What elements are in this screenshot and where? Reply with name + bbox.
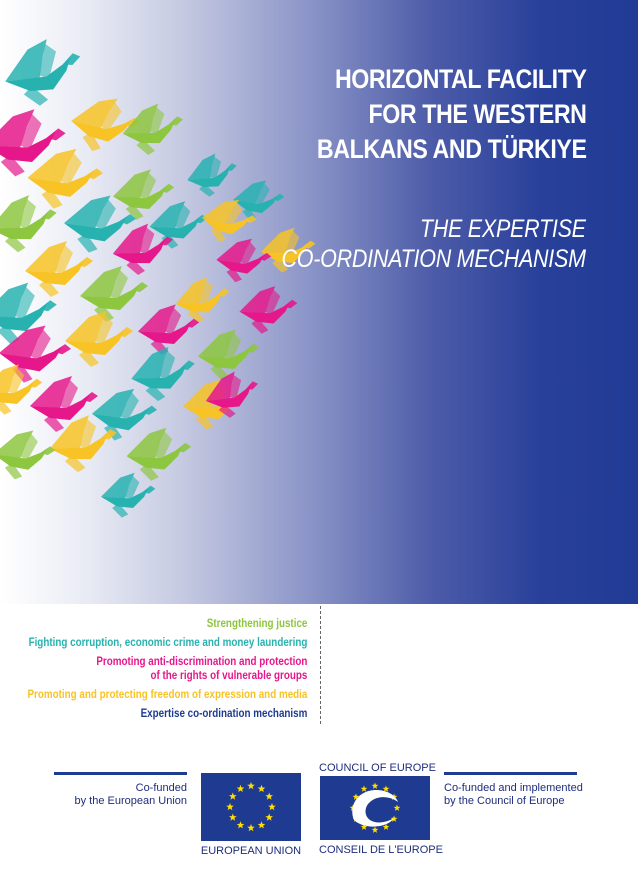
theme-anti-discrimination-line1: Promoting anti-discrimination and protection (95, 654, 307, 668)
origami-bird (120, 102, 185, 158)
origami-bird (138, 304, 199, 354)
origami-bird (231, 178, 285, 224)
coe-cofunded-line1: Co-funded and implemented (444, 782, 583, 794)
coe-cofunded-line2: by the Council of Europe (444, 795, 565, 807)
origami-bird (184, 151, 240, 200)
subtitle-line-1: THE EXPERTISE (420, 215, 586, 243)
origami-bird (198, 329, 259, 379)
eu-cofunded-text (54, 782, 187, 808)
origami-bird (25, 241, 93, 297)
cover-subtitle (282, 214, 586, 274)
subtitle-line-2: CO-ORDINATION MECHANISM (281, 245, 586, 273)
origami-bird (101, 473, 155, 518)
cover-title (316, 62, 586, 167)
themes-list (0, 616, 307, 720)
origami-bird (174, 275, 232, 324)
eu-rule (54, 772, 187, 775)
theme-corruption: Fighting corruption, economic crime and money laundering (28, 635, 308, 649)
vertical-divider (320, 606, 321, 724)
eu-cofunded-line1: Co-funded (135, 782, 187, 794)
coe-logo-icon (320, 776, 430, 840)
theme-justice: Strengthening justice (206, 616, 307, 630)
eu-flag (201, 773, 301, 841)
origami-bird (0, 427, 57, 483)
origami-bird (0, 34, 87, 111)
theme-anti-discrimination-line2: of the rights of vulnerable groups (150, 668, 307, 682)
origami-bird (150, 201, 208, 249)
title-line-2: FOR THE WESTERN (367, 99, 586, 129)
coe-rule (444, 772, 577, 775)
eu-label: EUROPEAN UNION (200, 845, 302, 857)
theme-expertise-mechanism: Expertise co-ordination mechanism (140, 706, 307, 720)
coe-cofunded-text (444, 782, 604, 808)
eu-cofunded-line2: by the European Union (74, 795, 187, 807)
origami-birds-illustration (0, 0, 340, 560)
origami-bird (65, 311, 133, 367)
eu-stars-icon (201, 773, 301, 841)
theme-freedom-of-expression: Promoting and protecting freedom of expression and media (27, 687, 307, 701)
origami-bird (215, 236, 273, 285)
origami-bird (240, 286, 298, 334)
coe-label-bottom: CONSEIL DE L'EUROPE (319, 844, 443, 856)
origami-bird (129, 345, 198, 404)
coe-flag (320, 776, 430, 840)
coe-label-top: COUNCIL OF EUROPE (319, 762, 436, 774)
title-line-3: BALKANS AND TÜRKIYE (316, 134, 586, 164)
title-line-1: HORIZONTAL FACILITY (334, 64, 586, 94)
origami-bird (127, 428, 192, 481)
